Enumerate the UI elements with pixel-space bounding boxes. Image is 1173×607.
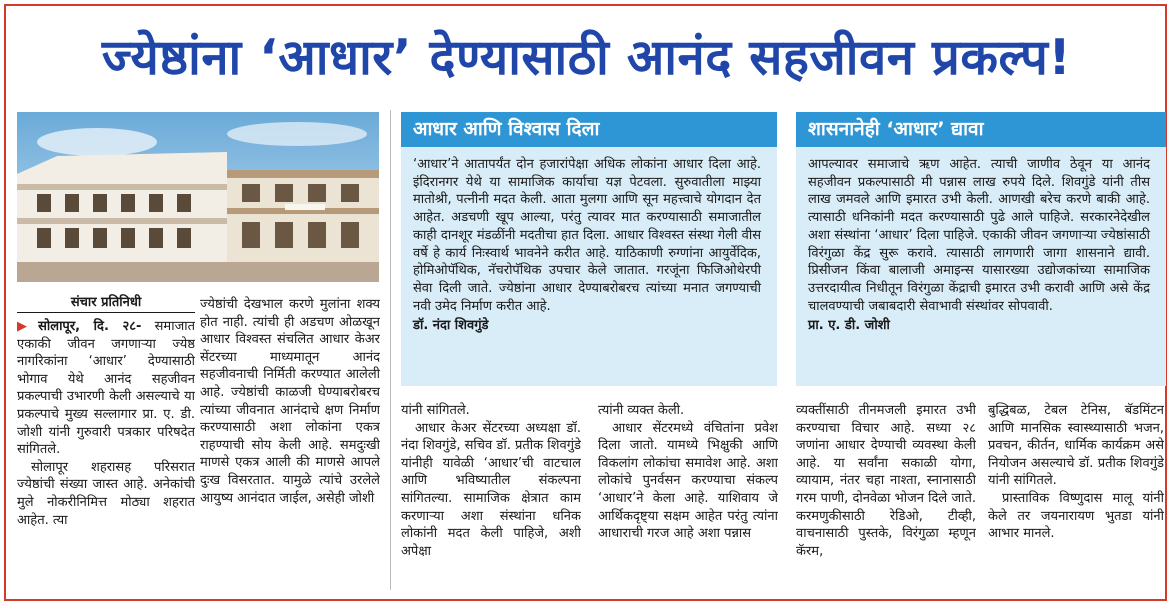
article-column-1 — [17, 318, 195, 590]
box-1-text: ‘आधार’ने आतापर्यंत दोन हजारांपेक्षा अधिक लोकांना आधार दिला आहे. इंदिरानगर येथे या सामाजिक कार्याचा यज्ञ पेटवला. सुरुवातीला माझ्या मातोश्री, पत्नीनी मदत केली. आता मुलगा आणि सून महत्त्वाचे योगदान देत आहेत. अडचणी खूप आल्या, परंतु त्यावर मात करण्यासाठी समाजातील काही दानशूर मंडळींनी मदतीचा हात दिला. आधार विश्वस्त संस्था गेली वीस वर्षे हे कार्य निःस्वार्थ भावनेने करीत आहे. याठिकाणी रुग्णांना आयुर्वेदिक, होमिओपॅथिक, नॅचरोपॅथिक उपचार केले जातात. गरजूंना फिजिओथेरपी सेवा दिली जाते. ज्येष्ठांना आधार देण्याबरोबरच त्यांच्या मनात जगण्याची नवी उमेद निर्माण करीत आहे. — [413, 157, 761, 314]
dateline-arrow-icon: ▶ — [17, 319, 37, 334]
headline: ज्येष्ठांना ‘आधार’ देण्यासाठी आनंद सहजीवन प्रकल्प! — [101, 29, 1072, 86]
box-1-author: डॉ. नंदा शिवगुंडे — [413, 318, 489, 334]
byline-rule — [17, 312, 195, 313]
column-1-paragraph-2: सोलापूर शहरासह परिसरात ज्येष्ठांची संख्या जास्त आहे. अनेकांची मुले नोकरीनिमित्त मोठ्या शहरात आहेत. त्या — [17, 459, 195, 528]
column-divider — [390, 110, 391, 590]
box-2-author: प्रा. ए. डी. जोशी — [808, 318, 890, 334]
byline: संचार प्रतिनिधी — [70, 295, 142, 310]
column-2-text: ज्येष्ठांची देखभाल करणे मुलांना शक्य होत नाही. त्यांची ही अडचण ओळखून आधार विश्वस्त संचलित आधार केअर सेंटरच्या माध्यमातून आनंद सहजीवनाची निर्मिती करण्यात आलेली आहे. ज्येष्ठांची काळजी घेण्याबरोबरच त्यांच्या जीवनात आनंदाचे क्षण निर्माण करण्यासाठी अशा लोकांना एकत्र राहण्याची सोय केली आहे. समदुःखी माणसे एकत्र आली की माणसे आपले दुःख विसरतात. यामुळे त्यांचे उरलेले आयुष्य आनंदात जाईल, असेही जोशी — [200, 297, 380, 506]
box-1-title: आधार आणि विश्वास दिला — [401, 112, 777, 147]
article-column-6 — [988, 402, 1164, 590]
sidebar-box-government — [796, 112, 1166, 386]
article-column-4 — [598, 402, 778, 590]
box-2-text: आपल्यावर समाजाचे ऋण आहेत. त्याची जाणीव ठेवून या आनंद सहजीवन प्रकल्पासाठी मी पन्नास लाख रुपये दिले. शिवगुंडे यांनी तीस लाख जमवले आणि इमारत उभी केली. आणखी बरेच करणे बाकी आहे. त्यासाठी धनिकांनी मदत करण्यासाठी पुढे आले पाहिजे. सरकारनेदेखील अशा संस्थांना ‘आधार’ दिला पाहिजे. एकाकी जीवन जगणाऱ्या ज्येष्ठांसाठी विरंगुळा केंद्र सुरू करावे. त्यासाठी लागणारी जागा शासनाने द्यावी. प्रिसीजन किंवा बालाजी अमाइन्स यासारख्या उद्योजकांच्या सामाजिक उत्तरदायीत्व निधीतून विरंगुळा केंद्राची इमारत उभी करावी आणि असे केंद्र चालवण्याची जबाबदारी सेवाभावी संस्थांवर सोपवावी. — [808, 157, 1150, 314]
article-column-3 — [401, 402, 581, 590]
box-2-title: शासनानेही ‘आधार’ द्यावा — [796, 112, 1166, 147]
building-photo — [17, 112, 379, 282]
dateline: सोलापूर, दि. २८- — [38, 319, 142, 334]
sidebar-box-aadhar-trust — [401, 112, 777, 386]
column-3-paragraph-2: आधार केअर सेंटरच्या अध्यक्षा डॉ. नंदा शिवगुंडे, सचिव डॉ. प्रतीक शिवगुंडे यांनीही यावेळी ‘आधार’ची वाटचाल आणि भविष्यातील संकल्पना सांगितल्या. सामाजिक क्षेत्रात काम करणाऱ्या अशा संस्थांना धनिक लोकांनी मदत केली पाहिजे, अशी अपेक्षा — [401, 420, 581, 559]
column-4-paragraph-2: आधार सेंटरमध्ये वंचितांना प्रवेश दिला जातो. यामध्ये भिक्षुकी आणि विकलांग लोकांचा समावेश आहे. अशा लोकांचे पुनर्वसन करण्याचा संकल्प ‘आधार’ने केला आहे. याशिवाय जे आर्थिकदृष्ट्या सक्षम आहेत परंतु त्यांना आधाराची गरज आहे अशा पन्नास — [598, 420, 778, 542]
column-3-text: यांनी सांगितले. — [401, 403, 470, 418]
column-6-paragraph-2: प्रास्ताविक विष्णुदास मालू यांनी केले तर जयनारायण भुतडा यांनी आभार मानले. — [988, 490, 1164, 542]
article-column-5 — [796, 402, 976, 590]
article-column-2 — [200, 296, 380, 590]
column-4-text: त्यांनी व्यक्त केली. — [598, 403, 685, 418]
box-2-body — [808, 156, 1150, 348]
column-6-text: बुद्धिबळ, टेबल टेनिस, बॅडमिंटन आणि मानसिक स्वास्थ्यासाठी भजन, प्रवचन, कीर्तन, धार्मिक कार्यक्रम असे नियोजन असल्याचे डॉ. प्रतीक शिवगुंडे यांनी सांगितले. — [988, 403, 1164, 489]
box-1-body — [413, 156, 761, 348]
column-5-text: व्यक्तींसाठी तीनमजली इमारत उभी करण्याचा विचार आहे. सध्या २८ जणांना आधार देण्याची व्यवस्था केली आहे. या सर्वांना सकाळी योगा, व्यायाम, नंतर चहा नाश्ता, स्नानासाठी गरम पाणी, दोनवेळा भोजन दिले जाते. करमणुकीसाठी रेडिओ, टीव्ही, वाचनासाठी पुस्तके, विरंगुळा म्हणून कॅरम, — [796, 403, 976, 559]
column-1-text: समाजात एकाकी जीवन जगणाऱ्या ज्येष्ठ नागरिकांना ‘आधार’ देण्यासाठी भोगाव येथे आनंद सहजीवन प्रकल्पाची उभारणी केली असल्याचे या प्रकल्पाचे मुख्य सल्लागार प्रा. ए. डी. जोशी यांनी गुरुवारी पत्रकार परिषदेत सांगितले. — [17, 319, 195, 458]
